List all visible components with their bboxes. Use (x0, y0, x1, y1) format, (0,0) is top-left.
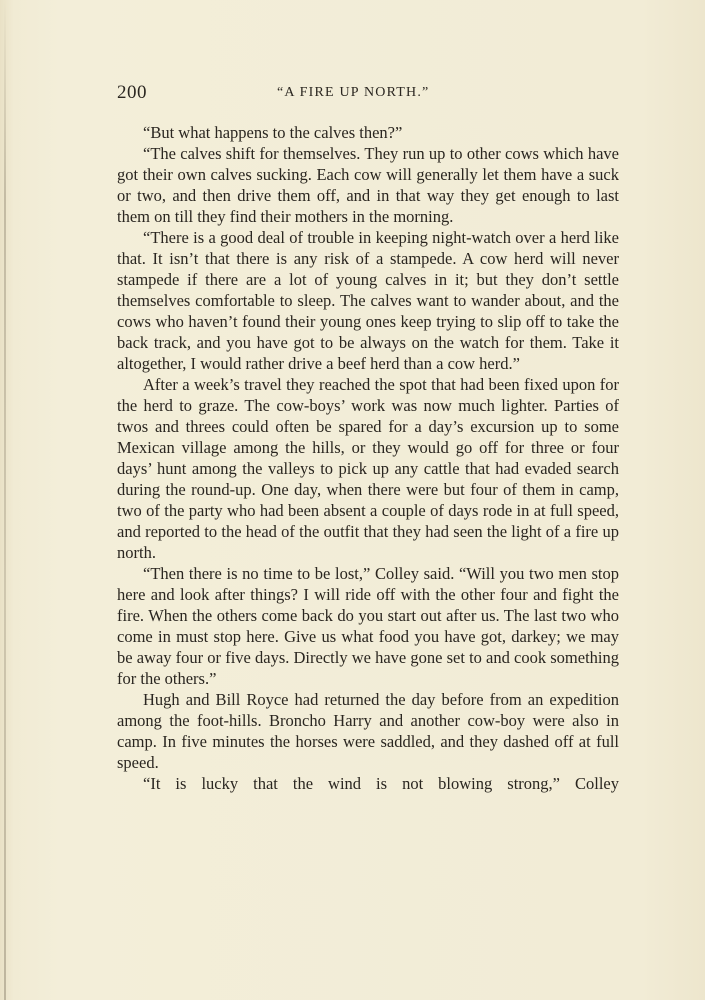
paragraph-1: “But what happens to the calves then?” (143, 123, 403, 142)
running-head: “A FIRE UP NORTH.” (277, 85, 430, 100)
paragraph-5: “Then there is no time to be lost,” Colley said. “Will you two men stop here and look after things? I will ride off with the other four and fight the fire. When the others come back do you start out after us. The last two who come in must stop here. Give us what food you have got, darkey; we may be away four or five days. Directly we have gone set to and cook something for the others.” (117, 564, 619, 688)
paragraph-6: Hugh and Bill Royce had returned the day before from an expedition among the foot-hills. Broncho Harry and another cow-boy were also in camp. In five minutes the horses were saddled, and they dashed off at full speed. (117, 690, 619, 772)
body-text (117, 122, 619, 794)
page-header (117, 82, 617, 106)
paragraph-3: “There is a good deal of trouble in keeping night-watch over a herd like that. It isn’t that there is any risk of a stampede. A cow herd will never stampede if there are a lot of young calves in it; but they don’t settle themselves comfortable to sleep. The calves want to wander about, and the cows who haven’t found their young ones keep trying to slip off to take the back track, and you have got to be always on the watch for them. Take it altogether, I would rather drive a beef herd than a cow herd.” (117, 228, 619, 373)
binding-gutter (4, 0, 6, 1000)
page-number: 200 (117, 82, 147, 103)
paragraph-4: After a week’s travel they reached the spot that had been fixed upon for the herd to graze. The cow-boys’ work was now much lighter. Parties of twos and threes could often be spared for a day’s excursion up to some Mexican village among the hills, or they would go off for three or four days’ hunt among the valleys to pick up any cattle that had evaded search during the round-up. One day, when there were but four of them in camp, two of the party who had been absent a couple of days rode in at full speed, and reported to the head of the outfit that they had seen the light of a fire up north. (117, 375, 619, 562)
paragraph-2: “The calves shift for themselves. They run up to other cows which have got their own calves sucking. Each cow will generally let them have a suck or two, and then drive them off, and in that way they get enough to last them on till they find their mothers in the morning. (117, 144, 619, 226)
paragraph-7: “It is lucky that the wind is not blowing strong,” Colley (143, 774, 619, 793)
